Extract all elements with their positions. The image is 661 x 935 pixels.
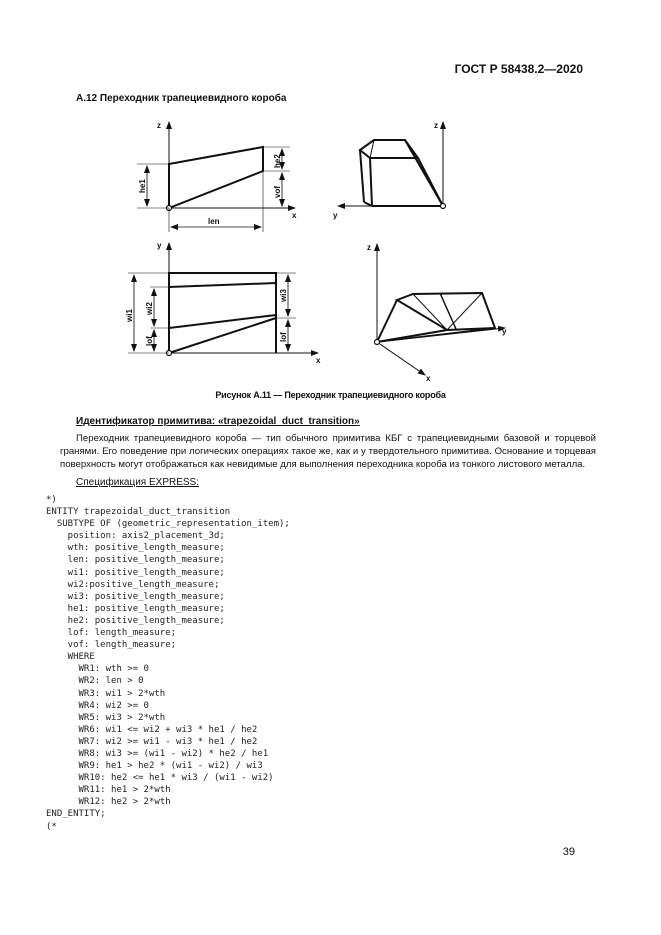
code-line: *): [46, 495, 57, 505]
label-lof-left: lof: [145, 336, 154, 346]
code-line: WR8: wi3 >= (wi1 - wi2) * he2 / he1: [46, 748, 269, 759]
code-line: WR11: he1 > 2*wth: [46, 785, 171, 796]
label-len: len: [208, 217, 220, 226]
label-x4: x: [426, 374, 431, 383]
figure-a11: [0, 110, 661, 390]
code-line: vof: length_measure;: [46, 640, 177, 651]
code-line: WR7: wi2 >= wi1 - wi3 * he1 / he2: [46, 736, 258, 747]
code-line: wi3: positive_length_measure;: [46, 591, 225, 602]
label-x3: x: [316, 356, 321, 365]
figure-caption: Рисунок А.11 — Переходник трапециевидного короба: [215, 390, 446, 400]
primitive-identifier: Идентификатор примитива: «trapezoidal_duct_transition»: [76, 416, 360, 427]
code-line: WR6: wi1 <= wi2 + wi3 * he1 / he2: [46, 724, 258, 735]
code-line: WR9: he1 > he2 * (wi1 - wi2) / wi3: [46, 761, 263, 772]
label-lof-right: lof: [279, 332, 288, 342]
view-3d-zyx: [375, 244, 506, 375]
code-line: WR4: wi2 >= 0: [46, 700, 149, 711]
express-code-block: [46, 494, 290, 833]
code-line: WR2: len > 0: [46, 676, 144, 687]
code-line: position: axis2_placement_3d;: [46, 531, 225, 542]
label-wi2: wi2: [145, 302, 154, 315]
label-z1: z: [157, 121, 161, 130]
express-spec-title: Спецификация EXPRESS:: [76, 477, 200, 488]
code-line: wi1: positive_length_measure;: [46, 567, 225, 578]
code-line: wth: positive_length_measure;: [46, 543, 225, 554]
label-vof: vof: [273, 186, 282, 198]
label-he2: he2: [273, 154, 282, 168]
code-line: ENTITY trapezoidal_duct_transition: [46, 507, 231, 518]
page-number: 39: [562, 846, 575, 858]
document-header: ГОСТ Р 58438.2—2020: [454, 62, 583, 76]
code-line: WR1: wth >= 0: [46, 664, 149, 675]
view-side-zx: [137, 122, 295, 232]
view-3d-zy: [338, 122, 446, 209]
code-line: WR10: he2 <= he1 * wi3 / (wi1 - wi2): [46, 773, 274, 784]
code-line: len: positive_length_measure;: [46, 555, 225, 566]
code-line: WR3: wi1 > 2*wth: [46, 688, 166, 699]
view-top-yx: [128, 243, 318, 356]
section-title: А.12 Переходник трапециевидного короба: [76, 93, 287, 104]
label-z4: z: [367, 243, 371, 252]
label-y4: y: [502, 327, 507, 336]
label-wi3: wi3: [279, 289, 288, 302]
label-y2: y: [333, 211, 338, 220]
code-line: wi2:positive_length_measure;: [46, 579, 220, 590]
code-line: END_ENTITY;: [46, 809, 106, 820]
label-z2: z: [434, 121, 438, 130]
code-line: WR12: he2 > 2*wth: [46, 797, 171, 808]
code-line: he2: positive_length_measure;: [46, 615, 225, 626]
label-he1: he1: [138, 179, 147, 193]
code-line: he1: positive_length_measure;: [46, 603, 225, 614]
code-line: SUBTYPE OF (geometric_representation_item);: [46, 519, 290, 530]
code-line: (*: [46, 821, 57, 832]
code-line: WHERE: [46, 652, 95, 663]
label-y3: y: [157, 241, 162, 250]
code-line: WR5: wi3 > 2*wth: [46, 712, 166, 723]
label-x1: x: [292, 211, 297, 220]
label-wi1: wi1: [125, 309, 134, 322]
description-paragraph: Переходник трапециевидного короба — тип обычного примитива КБГ с трапециевидными базовой и торцевой гранями. Его поведение при логических операциях такое же, как и у твердотельного примитива. Основание и торцевая поверхность могут отображаться как невидимые для выполнения переходника короба из тонкого листового металла.: [60, 433, 596, 470]
code-line: lof: length_measure;: [46, 628, 177, 639]
